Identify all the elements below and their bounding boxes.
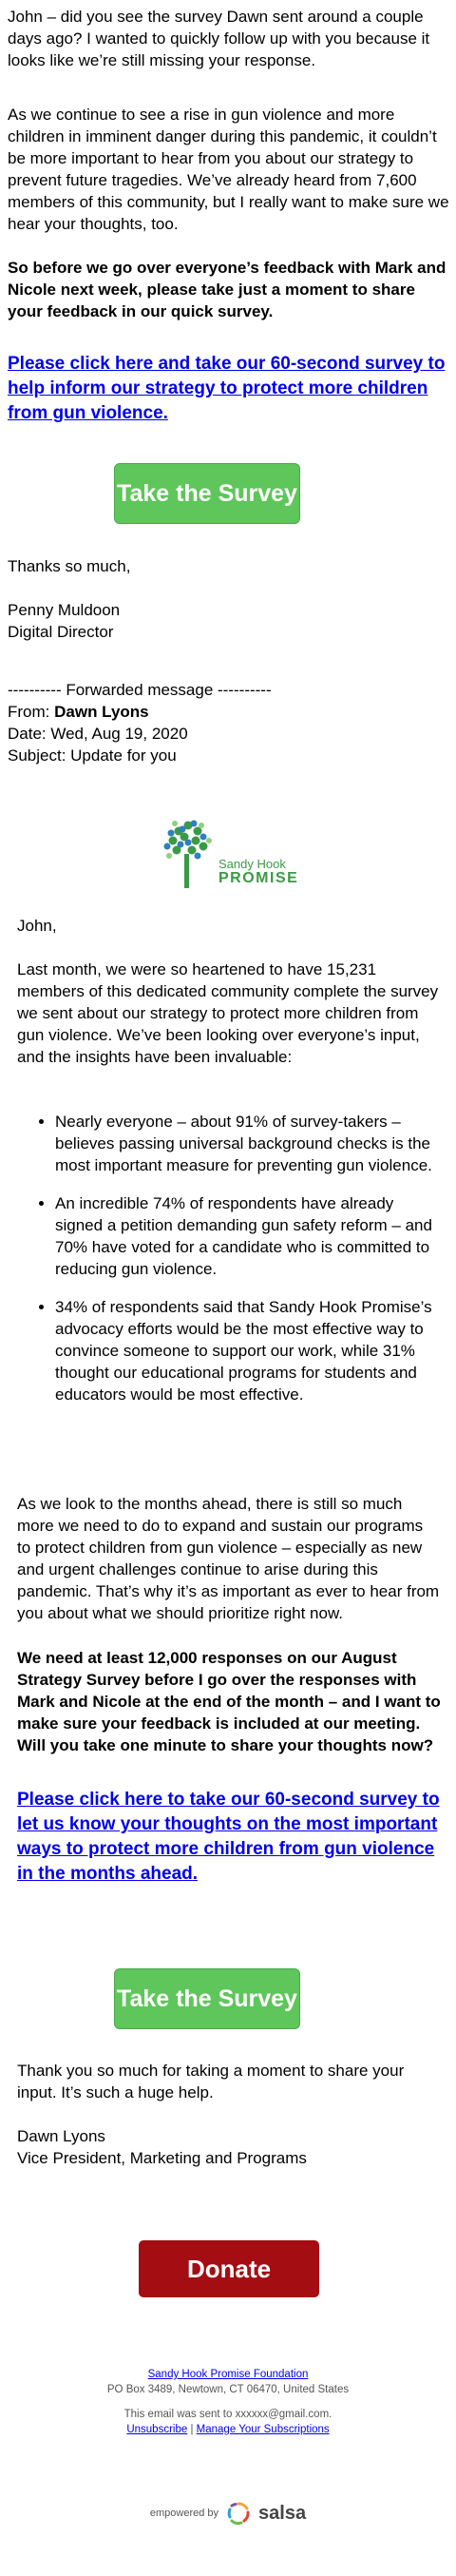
forward-from-label: From: bbox=[8, 703, 50, 721]
org-address: PO Box 3489, Newtown, CT 06470, United States bbox=[106, 2384, 350, 2395]
forward-from-name: Dawn Lyons bbox=[54, 703, 149, 721]
intro-thanks: Thanks so much, bbox=[8, 557, 131, 575]
logo-text-bottom: PROMISE bbox=[218, 870, 299, 886]
salsa-brand-text: salsa bbox=[258, 2502, 307, 2524]
intro-paragraph-2: As we continue to see a rise in gun violence and more children in imminent danger during this pandemic, it couldn’t be more important to hear from you about our strategy to prevent future tragedies. We’ve already heard from 7,600 members of this community, but I really want to make sure we hear your thoughts, too. bbox=[8, 106, 449, 233]
body-greeting: John, bbox=[17, 917, 57, 935]
intro-paragraph-bold: So before we go over everyone’s feedback with Mark and Nicole next week, please take just a moment to share your feedback in our quick survey. bbox=[8, 259, 446, 320]
intro-signature-title: Digital Director bbox=[8, 623, 114, 641]
sent-to-text: This email was sent to xxxxxx@gmail.com. bbox=[124, 2409, 332, 2420]
forward-date: Date: Wed, Aug 19, 2020 bbox=[8, 725, 188, 743]
salsa-logo-icon bbox=[226, 2501, 251, 2526]
body-signature-title: Vice President, Marketing and Programs bbox=[17, 2149, 307, 2167]
body-thanks: Thank you so much for taking a moment to share your input. It’s such a huge help. bbox=[17, 2062, 405, 2101]
body-signature-name: Dawn Lyons bbox=[17, 2127, 105, 2145]
unsubscribe-link[interactable]: Unsubscribe bbox=[126, 2424, 188, 2435]
take-survey-button-1[interactable]: Take the Survey bbox=[114, 463, 300, 524]
insight-item: • An incredible 74% of respondents have already signed a petition demanding gun safety reform – and 70% have voted for a candidate who is committed to reducing gun violence. bbox=[55, 1192, 441, 1280]
intro-signature-name: Penny Muldoon bbox=[8, 601, 121, 619]
insight-item: • 34% of respondents said that Sandy Hook Promise’s advocacy efforts would be the most effective way to convince someone to support our work, while 31% thought our educational programs for students and educators would be most effective. bbox=[55, 1296, 441, 1405]
footer bbox=[0, 2367, 456, 2437]
forward-header: ---------- Forwarded message ---------- bbox=[8, 681, 272, 699]
insight-item: • Nearly everyone – about 91% of survey-takers – believes passing universal background checks is the most important measure for preventing gun violence. bbox=[55, 1111, 441, 1176]
org-link[interactable]: Sandy Hook Promise Foundation bbox=[147, 2369, 309, 2380]
empowered-by-salsa bbox=[0, 2501, 456, 2526]
footer-separator: | bbox=[190, 2424, 194, 2435]
insights-list bbox=[17, 1111, 441, 1422]
intro-paragraph-1: John – did you see the survey Dawn sent around a couple days ago? I wanted to quickly follow up with you because it looks like we’re still missing your response. bbox=[8, 8, 430, 69]
take-survey-button-2[interactable]: Take the Survey bbox=[114, 1968, 300, 2029]
sandy-hook-promise-logo bbox=[156, 818, 304, 894]
forward-from bbox=[8, 701, 450, 723]
logo-text-top: Sandy Hook bbox=[218, 857, 286, 871]
intro-survey-link[interactable]: Please click here and take our 60-second survey to help inform our strategy to protect more children from gun violence. bbox=[8, 354, 446, 423]
donate-button[interactable]: Donate bbox=[139, 2240, 319, 2297]
manage-subscriptions-link[interactable]: Manage Your Subscriptions bbox=[196, 2424, 330, 2435]
forward-subject: Subject: Update for you bbox=[8, 746, 177, 765]
body-paragraph-2: As we look to the months ahead, there is still so much more we need to do to expand and sustain our programs to protect children from gun violence – especially as new and urgent challenges continue to arise during this pandemic. That’s why it’s as important as ever to hear from you about what we should prioritize right now. bbox=[17, 1495, 440, 1622]
body-survey-link[interactable]: Please click here to take our 60-second survey to let us know your thoughts on the most important ways to protect more children from gun violence in the months ahead. bbox=[17, 1790, 440, 1884]
body-paragraph-bold: We need at least 12,000 responses on our August Strategy Survey before I go over the responses with Mark and Nicole at the end of the month – and I want to make sure your feedback is included at our meeting. Will you take one minute to share your thoughts now? bbox=[17, 1649, 441, 1754]
empowered-by-text: empowered by bbox=[149, 2508, 219, 2519]
body-paragraph-1: Last month, we were so heartened to have 15,231 members of this dedicated community complete the survey we sent about our strategy to protect more children from gun violence. We’ve been looking over everyone’s input, and the insights have been invaluable: bbox=[17, 960, 439, 1066]
